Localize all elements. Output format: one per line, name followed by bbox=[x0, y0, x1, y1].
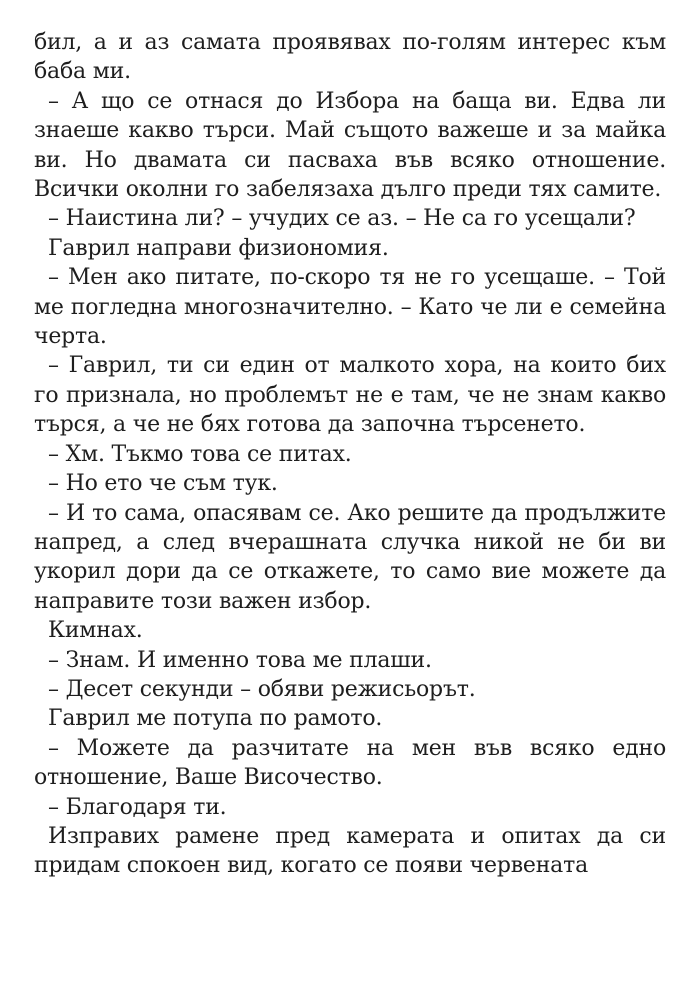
paragraph: Кимнах. bbox=[48, 618, 143, 644]
paragraph: – Десет секунди – обяви режисьорът. bbox=[48, 676, 476, 702]
paragraph: – Хм. Тъкмо това се питах. bbox=[48, 441, 352, 467]
paragraph: – Гаврил, ти си един от малкото хора, на които бих го признала, но проблемът не е там, че не знам какво търся, а че не бях готова да започна търсенето. bbox=[34, 353, 666, 438]
paragraph: Гаврил направи физиономия. bbox=[48, 235, 389, 261]
paragraph: – Знам. И именно това ме плаши. bbox=[48, 647, 432, 673]
paragraph: – Можете да разчитате на мен във всяко едно отношение, Ваше Височество. bbox=[34, 735, 666, 791]
paragraph: – И то сама, опасявам се. Ако решите да продължите напред, а след вчерашната случка никой не би ви укорил дори да се откажете, то само вие можете да направите този важен избор. bbox=[34, 500, 666, 614]
paragraph: – А що се отнася до Избора на баща ви. Едва ли знаеше какво търси. Май същото важеше и за майка ви. Но двамата си пасваха във всяко отношение. Всички околни го забелязаха дълго преди тях самите. bbox=[34, 88, 666, 203]
paragraph: – Мен ако питате, по-скоро тя не го усещаше. – Той ме погледна многозначително. – Като че ли е семейна черта. bbox=[34, 265, 666, 350]
paragraph: бил, а и аз самата проявявах по-голям интерес към баба ми. bbox=[34, 30, 666, 85]
paragraph: – Благодаря ти. bbox=[48, 794, 227, 820]
page-text bbox=[34, 28, 666, 881]
paragraph: – Наистина ли? – учудих се аз. – Не са го усещали? bbox=[48, 206, 636, 232]
paragraph: – Но ето че съм тук. bbox=[48, 471, 278, 497]
paragraph: Изправих рамене пред камерата и опитах да си придам спокоен вид, когато се появи червената bbox=[34, 823, 666, 879]
paragraph: Гаврил ме потупа по рамото. bbox=[48, 706, 383, 732]
